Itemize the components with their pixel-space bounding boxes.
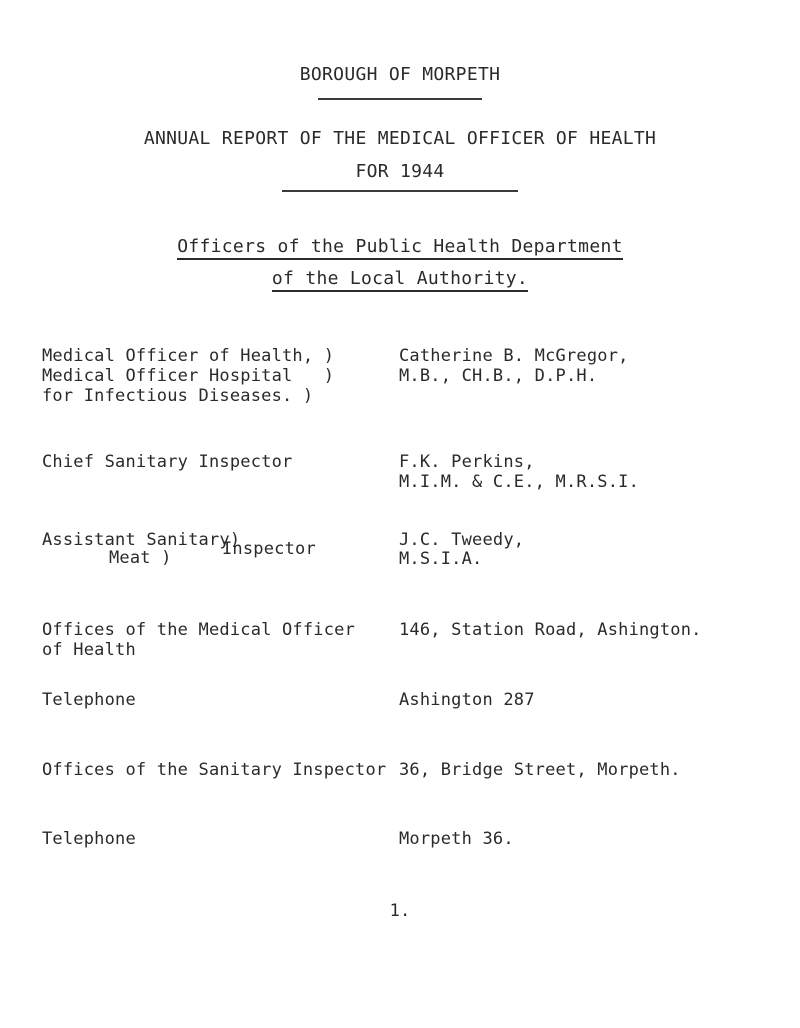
contact-label: Telephone (42, 829, 136, 849)
officer-qualifications: M.B., CH.B., D.P.H. (399, 366, 598, 386)
section-subtitle: of the Local Authority. (0, 268, 800, 289)
contact-label: Offices of the Medical Officer (42, 620, 356, 640)
contact-value: 146, Station Road, Ashington. (399, 620, 702, 640)
officer-qualifications: M.I.M. & C.E., M.R.S.I. (399, 472, 640, 492)
officer-role-line: Meat ) (109, 548, 172, 568)
officer-role-suffix: Inspector (222, 539, 316, 559)
contact-label: Telephone (42, 690, 136, 710)
contact-value: Morpeth 36. (399, 829, 514, 849)
contact-value: 36, Bridge Street, Morpeth. (399, 760, 681, 780)
divider-1 (318, 98, 482, 100)
page-number: 1. (389, 901, 411, 921)
officer-qualifications: M.S.I.A. (399, 549, 483, 569)
officer-name: J.C. Tweedy, (399, 530, 525, 550)
officer-role-line: Assistant Sanitary) (42, 530, 241, 550)
report-year: FOR 1944 (355, 161, 445, 182)
section-title: Officers of the Public Health Department (0, 236, 800, 257)
officer-name: Catherine B. McGregor, (399, 346, 629, 366)
contact-label: Offices of the Sanitary Inspector (42, 760, 387, 780)
report-title: ANNUAL REPORT OF THE MEDICAL OFFICER OF HEALTH (143, 128, 657, 149)
borough-title: BOROUGH OF MORPETH (299, 64, 501, 85)
officer-role-line: for Infectious Diseases. ) (42, 386, 314, 406)
officer-role-line: Medical Officer Hospital ) (42, 366, 335, 386)
contact-value: Ashington 287 (399, 690, 535, 710)
contact-label: of Health (42, 640, 136, 660)
officer-name: F.K. Perkins, (399, 452, 535, 472)
officer-role-line: Medical Officer of Health, ) (42, 346, 335, 366)
divider-2 (282, 190, 518, 192)
officer-role: Chief Sanitary Inspector (42, 452, 293, 472)
